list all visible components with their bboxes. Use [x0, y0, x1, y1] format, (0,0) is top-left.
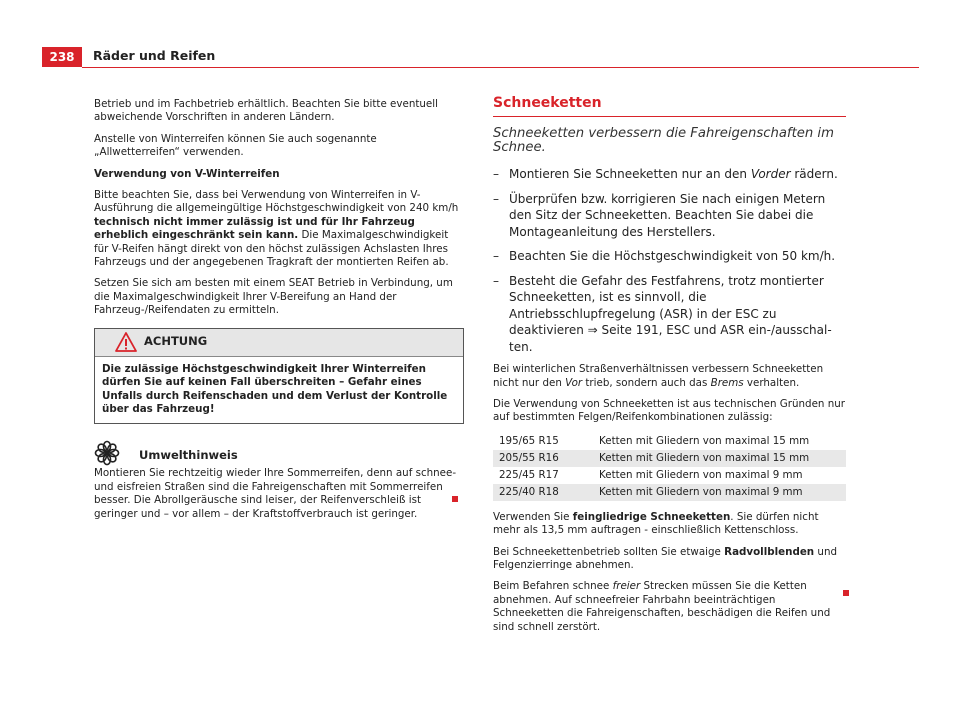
italic-text: Brems	[710, 376, 744, 389]
italic-text: Vor	[565, 376, 583, 389]
text-run: Bei winterlichen Straßenverhältnissen verbessern Schneeketten nicht nur den	[493, 363, 824, 389]
italic-text: Vorder	[750, 167, 791, 182]
text-run: Bitte beachten Sie, dass bei Verwendung von Winterreifen in V-Ausführung die allgemeingültige Höchstgeschwindigkeit von 240 km/h	[94, 189, 459, 215]
text-run: Beim Befahren schnee	[493, 580, 613, 593]
environment-body: Montieren Sie rechtzeitig wieder Ihre Sommerreifen, denn auf schnee- und eisfreien Straßen sind die Fahreigenschaften mit Sommerreifen besser. Die Abrollgeräusche sind leiser, der Reifenverschleiß ist geringer und – vor allem – der Kraftstoffverbrauch ist geringer.	[94, 467, 457, 520]
section-title: Schneeketten	[493, 97, 846, 117]
warning-box	[94, 328, 464, 425]
text-run: verhalten.	[743, 376, 800, 389]
text-run: Besteht die Gefahr des Festfahrens, trotz montierter Schneeketten, ist es sinnvoll, die Antriebsschlupfregelung (ASR) in der ESC zu deaktivieren ⇒ Seite 191, ESC und ASR ein-/ausschalten.	[509, 273, 832, 354]
text-run: Strecken müssen Sie die Ketten abnehmen. Auf schneefreier Fahrbahn beeinträchtigen Schneeketten die Fahreigenschaften, beschädigen die Reifen und sind schnell zerstört.	[493, 580, 831, 633]
paragraph: Betrieb und im Fachbetrieb erhältlich. Beachten Sie bitte eventuell abweichende Vorschriften in anderen Ländern.	[94, 98, 438, 124]
dash-bullet: –	[493, 191, 499, 206]
paragraph: Setzen Sie sich am besten mit einem SEAT Betrieb in Verbindung, um die Maximalgeschwindigkeit Ihrer V-Bereifung an Hand der Fahrzeug-/Reifendaten zu ermitteln.	[94, 277, 453, 317]
header-rule	[82, 67, 919, 68]
subheading: Verwendung von V-Winterreifen	[94, 167, 280, 180]
dash-bullet: –	[493, 273, 499, 288]
paragraph: Anstelle von Winterreifen können Sie auch sogenannte „Allwetterreifen“ verwenden.	[94, 132, 377, 159]
list-item	[493, 166, 846, 183]
paragraph	[493, 546, 846, 573]
text-run: rädern.	[790, 167, 838, 182]
bold-text: feingliedrige Schneeketten	[572, 510, 731, 523]
environment-header	[94, 445, 464, 467]
environment-title: Umwelthinweis	[139, 448, 238, 463]
table-cell-size: 225/45 R17	[499, 468, 559, 481]
text-run: trieb, sondern auch das	[582, 376, 711, 389]
flower-icon	[94, 440, 120, 470]
text-run: Montieren Sie Schneeketten nur an den	[509, 167, 751, 182]
table-cell-desc: Ketten mit Gliedern von maximal 9 mm	[593, 484, 846, 501]
page-header-title: Räder und Reifen	[93, 48, 216, 63]
steps-list	[493, 166, 846, 355]
warning-body: Die zulässige Höchstgeschwindigkeit Ihrer Winterreifen dürfen Sie auf keinen Fall überschreiten – Gefahr eines Unfalls durch Reifenschaden und dem Verlust der Kontrolle über das Fahrzeug!	[102, 362, 448, 415]
table-cell-size: 195/65 R15	[499, 434, 559, 447]
text-run: . Sie dürfen nicht mehr als 13,5 mm auftragen - einschließlich Kettenschloss.	[493, 510, 819, 537]
table-cell-desc: Ketten mit Gliedern von maximal 15 mm	[599, 434, 810, 447]
text-run: Beachten Sie die Höchstgeschwindigkeit von 50 km/h.	[509, 249, 836, 264]
table-row	[493, 484, 846, 501]
table-cell-size: 205/55 R16	[493, 450, 593, 467]
list-item	[493, 248, 846, 265]
paragraph	[493, 363, 846, 390]
section-end-marker	[843, 590, 849, 596]
section-intro: Schneeketten verbessern die Fahreigenschaften im Schnee.	[493, 126, 834, 155]
warning-title: ACHTUNG	[144, 333, 208, 348]
table-cell-size: 225/40 R18	[493, 484, 593, 501]
left-column	[94, 98, 464, 529]
bold-text: technisch nicht immer zulässig ist und für Ihr Fahrzeug erheblich eingeschränkt sein kann.	[94, 215, 415, 242]
dash-bullet: –	[493, 249, 499, 264]
warning-header	[95, 329, 463, 357]
text-run: und Felgenzierringe abnehmen.	[493, 545, 838, 572]
text-run: Die Maximalgeschwindigkeit für V-Reifen hängt direkt von den höchst zulässigen Achslasten Ihres Fahrzeugs und der angegebenen Tragkraft der montierten Reifen ab.	[94, 229, 449, 269]
table-cell-desc: Ketten mit Gliedern von maximal 15 mm	[593, 450, 846, 467]
paragraph: Die Verwendung von Schneeketten ist aus technischen Gründen nur auf bestimmten Felgen/Reifenkombinationen zulässig:	[493, 398, 846, 424]
list-item	[493, 273, 846, 356]
bold-text: Radvollblenden	[724, 545, 815, 558]
table-row	[493, 433, 846, 450]
text-run: Überprüfen bzw. korrigieren Sie nach einigen Metern den Sitz der Schneeketten. Beachten Sie dabei die Montageanleitung des Herstellers.	[509, 191, 826, 239]
right-column	[493, 97, 846, 642]
table-row	[493, 467, 846, 484]
dash-bullet: –	[493, 167, 499, 182]
list-item	[493, 191, 846, 241]
text-run: Bei Schneekettenbetrieb sollten Sie etwaige	[493, 545, 725, 558]
paragraph	[94, 189, 464, 269]
page-number: 238	[42, 47, 82, 67]
section-end-marker	[452, 496, 458, 502]
paragraph	[493, 511, 846, 538]
warning-triangle-icon	[115, 332, 137, 356]
tire-chain-table	[493, 433, 846, 501]
table-row	[493, 450, 846, 467]
table-cell-desc: Ketten mit Gliedern von maximal 9 mm	[599, 468, 803, 481]
paragraph	[493, 580, 846, 634]
italic-text: freier	[612, 580, 641, 593]
text-run: Verwenden Sie	[493, 510, 573, 523]
